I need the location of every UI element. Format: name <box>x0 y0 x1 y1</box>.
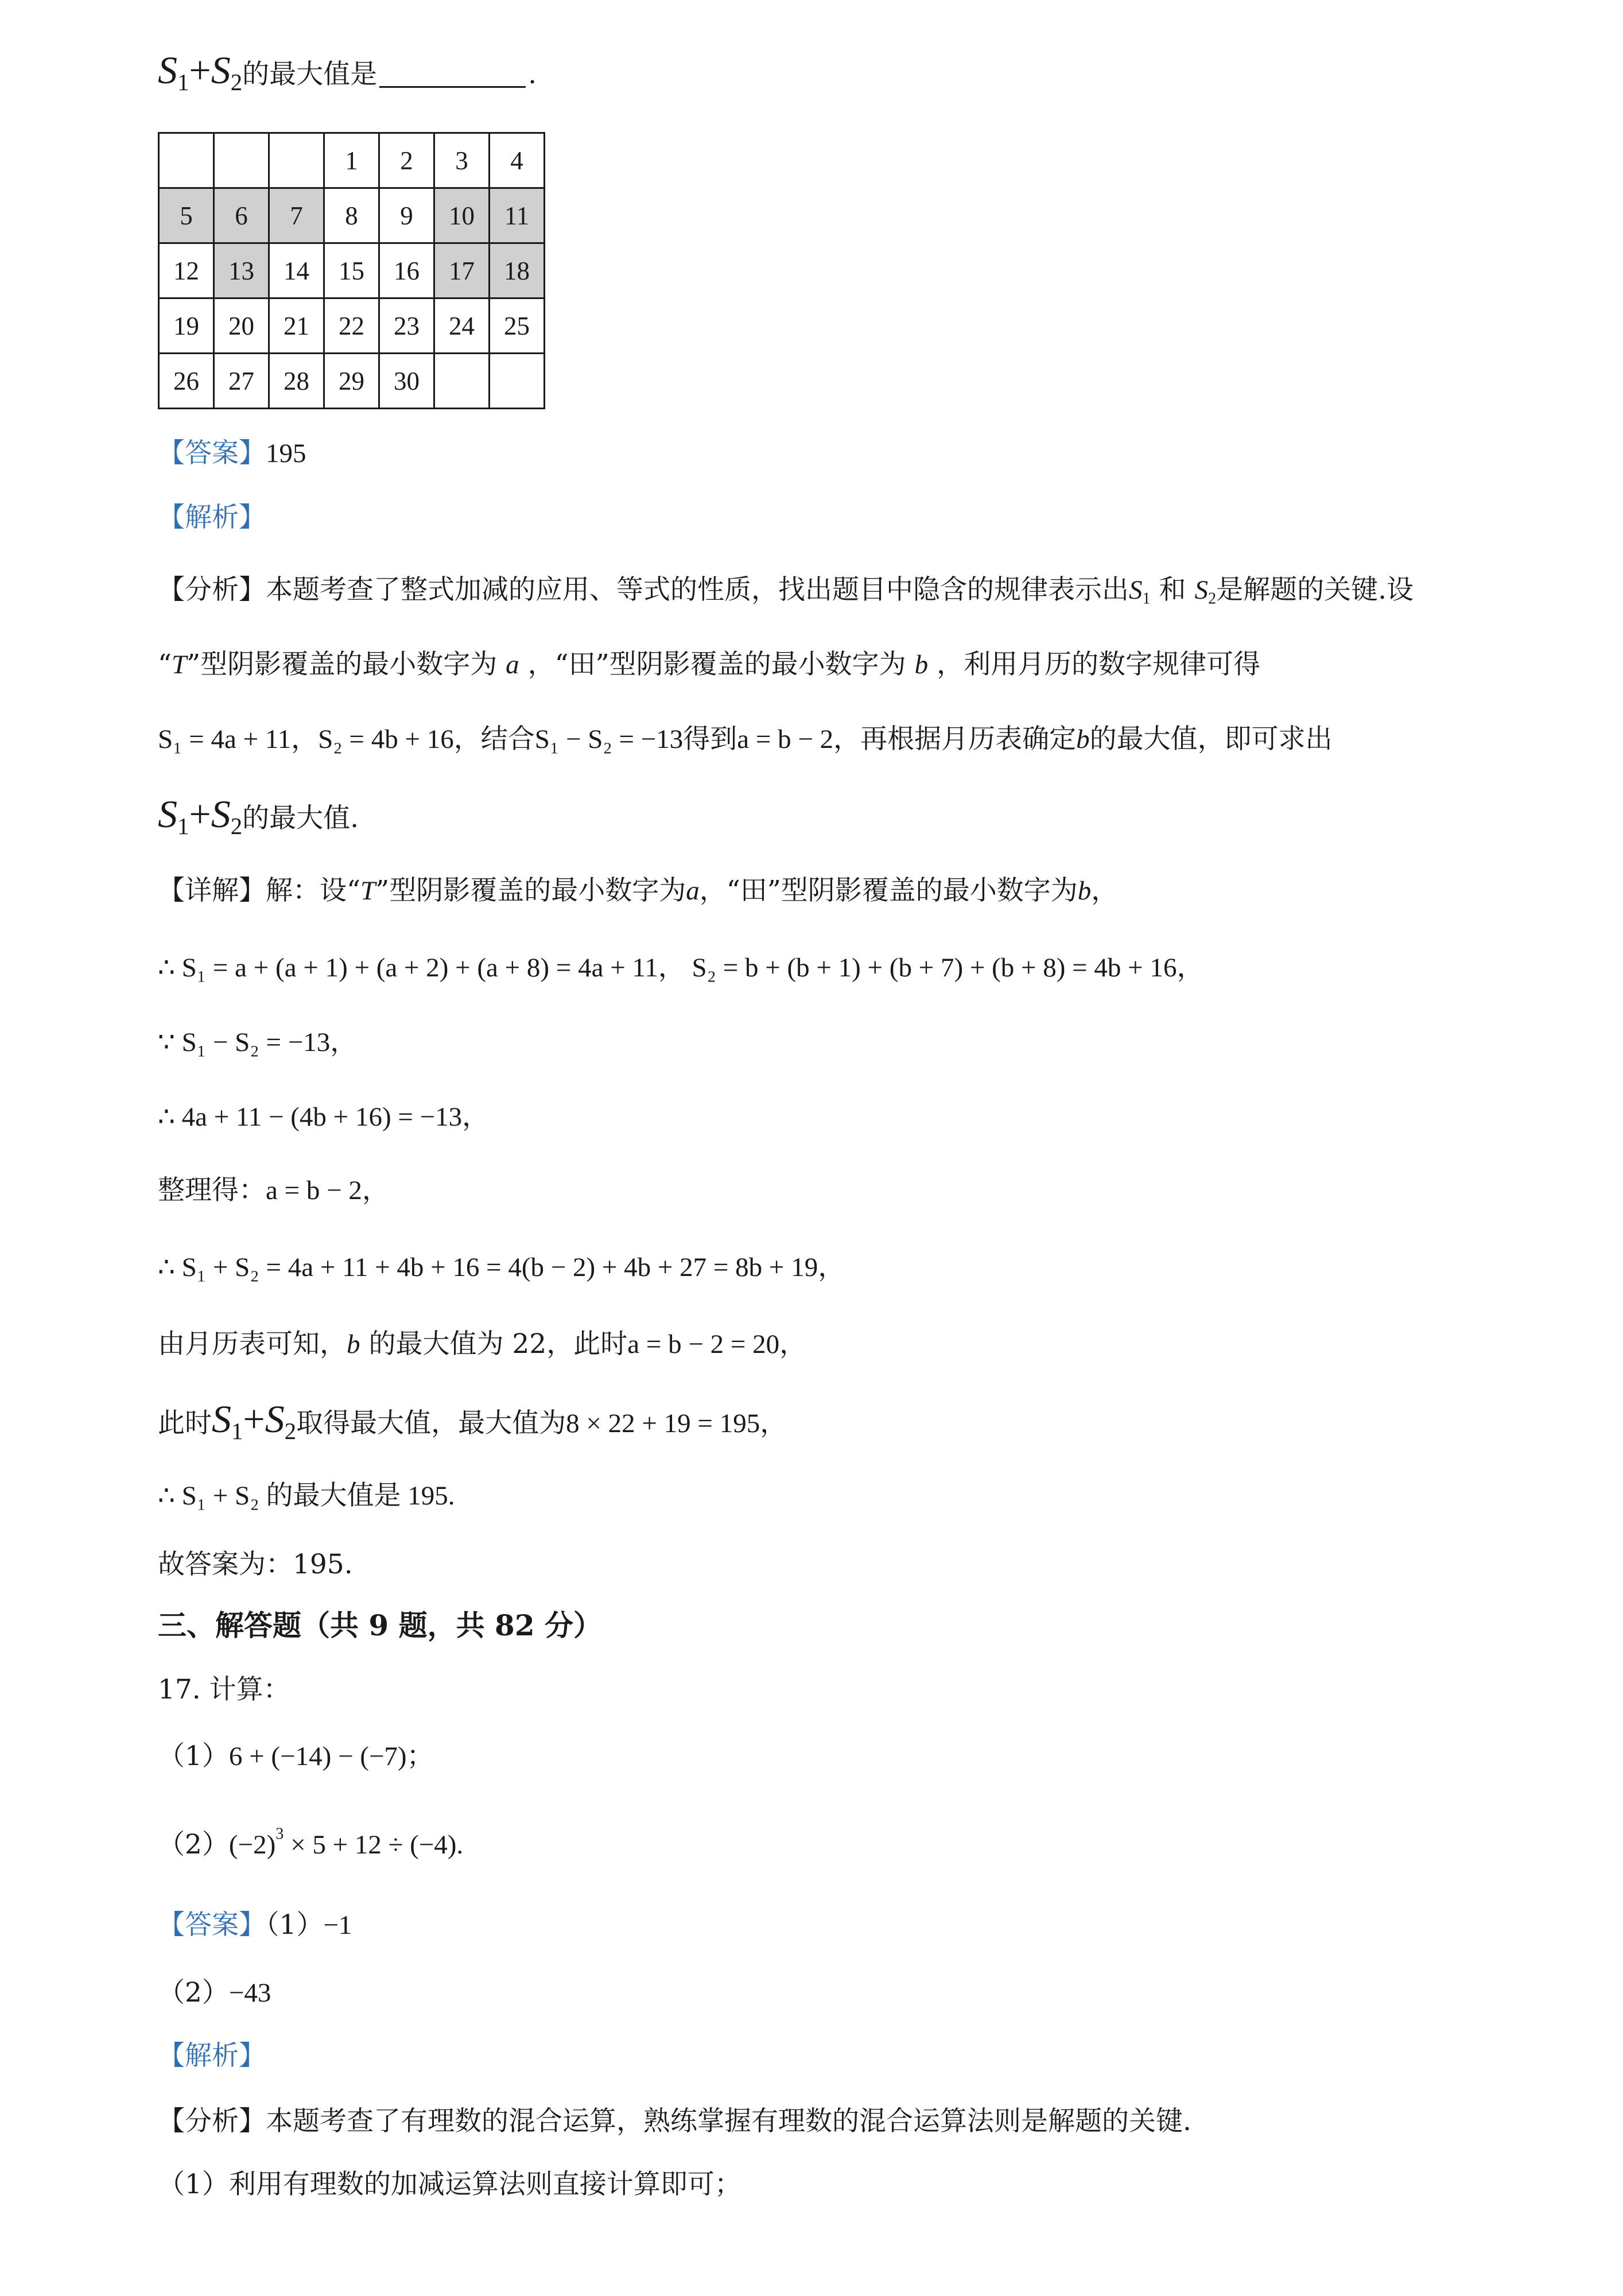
calendar-cell: 16 <box>379 243 434 298</box>
q16-analysis-tag: 【解析】 <box>158 502 266 533</box>
calendar-row <box>159 298 545 354</box>
q16-detail-line6: ∴ S₁ + S₂ = 4a + 11 + 4b + 16 = 4(b − 2) + 4b + 27 = 8b + 19， <box>158 1252 845 1282</box>
calendar-cell: 13 <box>214 243 269 298</box>
calendar-cell: 12 <box>159 243 214 298</box>
calendar-cell: 19 <box>159 298 214 354</box>
calendar-cell: 4 <box>490 133 545 188</box>
calendar-cell: 5 <box>159 188 214 243</box>
calendar-cell: 10 <box>434 188 490 243</box>
q17-part2: $(2)(-2)^3 \times 5 + 12 \div (-4)$. <box>158 1825 464 1860</box>
q16-detail-line2: ∴ S₁ = a + (a + 1) + (a + 2) + (a + 8) = 4a + 11， S₂ = b + (b + 1) + (b + 7) + (b + 8) = 4b + 16， <box>158 953 1204 983</box>
calendar-row <box>159 133 545 188</box>
answer-value: 195 <box>266 439 306 468</box>
s-symbol: $S_1+S_2$ <box>158 48 243 96</box>
calendar-row <box>159 243 545 298</box>
calendar-cell <box>269 133 324 188</box>
calendar-cell: 11 <box>490 188 545 243</box>
calendar-cell: 14 <box>269 243 324 298</box>
q16-detail-line5: 整理得：a = b − 2， <box>158 1174 389 1206</box>
calendar-cell: 7 <box>269 188 324 243</box>
q16-detail-line4: ∴ 4a + 11 − (4b + 16) = −13， <box>158 1102 490 1132</box>
calendar-cell <box>214 133 269 188</box>
calendar-cell: 1 <box>324 133 379 188</box>
q17-step1: （1）利用有理数的加减运算法则直接计算即可； <box>158 2169 741 2200</box>
calendar-cell: 8 <box>324 188 379 243</box>
calendar-cell: 17 <box>434 243 490 298</box>
calendar-cell: 15 <box>324 243 379 298</box>
q17-answer-line1: 【答案】（1）−1 <box>158 1909 352 1941</box>
q16-tail-line: $S_1+S_2$的最大值是 . <box>158 48 537 96</box>
q16-detail-line9: ∴ S₁ + S₂ 的最大值是 195. <box>158 1481 455 1511</box>
calendar-cell: 6 <box>214 188 269 243</box>
q16-fenxi-line3: S₁ = 4a + 11，S₂ = 4b + 16，结合S₁ − S₂ = −13得到a = b − 2，再根据月历表确定b的最大值，即可求出 <box>158 723 1333 755</box>
calendar-cell: 22 <box>324 298 379 354</box>
calendar-cell: 30 <box>379 354 434 409</box>
calendar-cell <box>490 354 545 409</box>
q17-title: 17. 计算： <box>158 1674 290 1705</box>
answer-blank <box>379 63 526 88</box>
q16-detail-line7: 由月历表可知，b 的最大值为 22，此时a = b − 2 = 20， <box>158 1328 807 1360</box>
q16-fenxi-line2: “T”型阴影覆盖的最小数字为 a ，“田”型阴影覆盖的最小数字为 b ，利用月历的数字规律可得 <box>158 649 1261 680</box>
q17-fenxi: 【分析】本题考查了有理数的混合运算，熟练掌握有理数的混合运算法则是解题的关键. <box>158 2105 1191 2137</box>
calendar-cell <box>434 354 490 409</box>
q16-detail-line8: 此时$S_1+S_2$取得最大值，最大值为8 × 22 + 19 = 195， <box>158 1397 787 1445</box>
answer-tag: 【答案】 <box>158 437 266 469</box>
calendar-cell <box>159 133 214 188</box>
calendar-cell: 9 <box>379 188 434 243</box>
calendar-cell: 3 <box>434 133 490 188</box>
q16-detail-line3: ∵ S₁ − S₂ = −13， <box>158 1027 358 1057</box>
calendar-cell: 20 <box>214 298 269 354</box>
q16-fenxi-line1: 【分析】本题考查了整式加减的应用、等式的性质，找出题目中隐含的规律表示出$S_1$ 和 $S_2$是解题的关键.设 <box>158 574 1414 608</box>
q16-detail-line10: 故答案为：195. <box>158 1549 353 1580</box>
q17-part1: （1）6 + (−14) − (−7)； <box>158 1740 434 1772</box>
calendar-cell: 2 <box>379 133 434 188</box>
calendar-row <box>159 354 545 409</box>
calendar-cell: 26 <box>159 354 214 409</box>
q17-answer-line2: （2）−43 <box>158 1977 271 2008</box>
q16-answer-line <box>158 435 306 472</box>
calendar-cell: 29 <box>324 354 379 409</box>
calendar-table <box>158 132 545 409</box>
q17-analysis-tag: 【解析】 <box>158 2040 266 2072</box>
calendar-cell: 23 <box>379 298 434 354</box>
calendar-cell: 25 <box>490 298 545 354</box>
q16-detail-line1: 【详解】解：设“T”型阴影覆盖的最小数字为a，“田”型阴影覆盖的最小数字为b， <box>158 875 1119 906</box>
section-heading: 三、解答题（共 9 题，共 82 分） <box>158 1608 603 1642</box>
calendar-row <box>159 188 545 243</box>
calendar-cell: 28 <box>269 354 324 409</box>
calendar-cell: 18 <box>490 243 545 298</box>
calendar-cell: 27 <box>214 354 269 409</box>
calendar-cell: 24 <box>434 298 490 354</box>
q16-fenxi-line4: $S_1+S_2$的最大值. <box>158 792 359 840</box>
calendar-cell: 21 <box>269 298 324 354</box>
